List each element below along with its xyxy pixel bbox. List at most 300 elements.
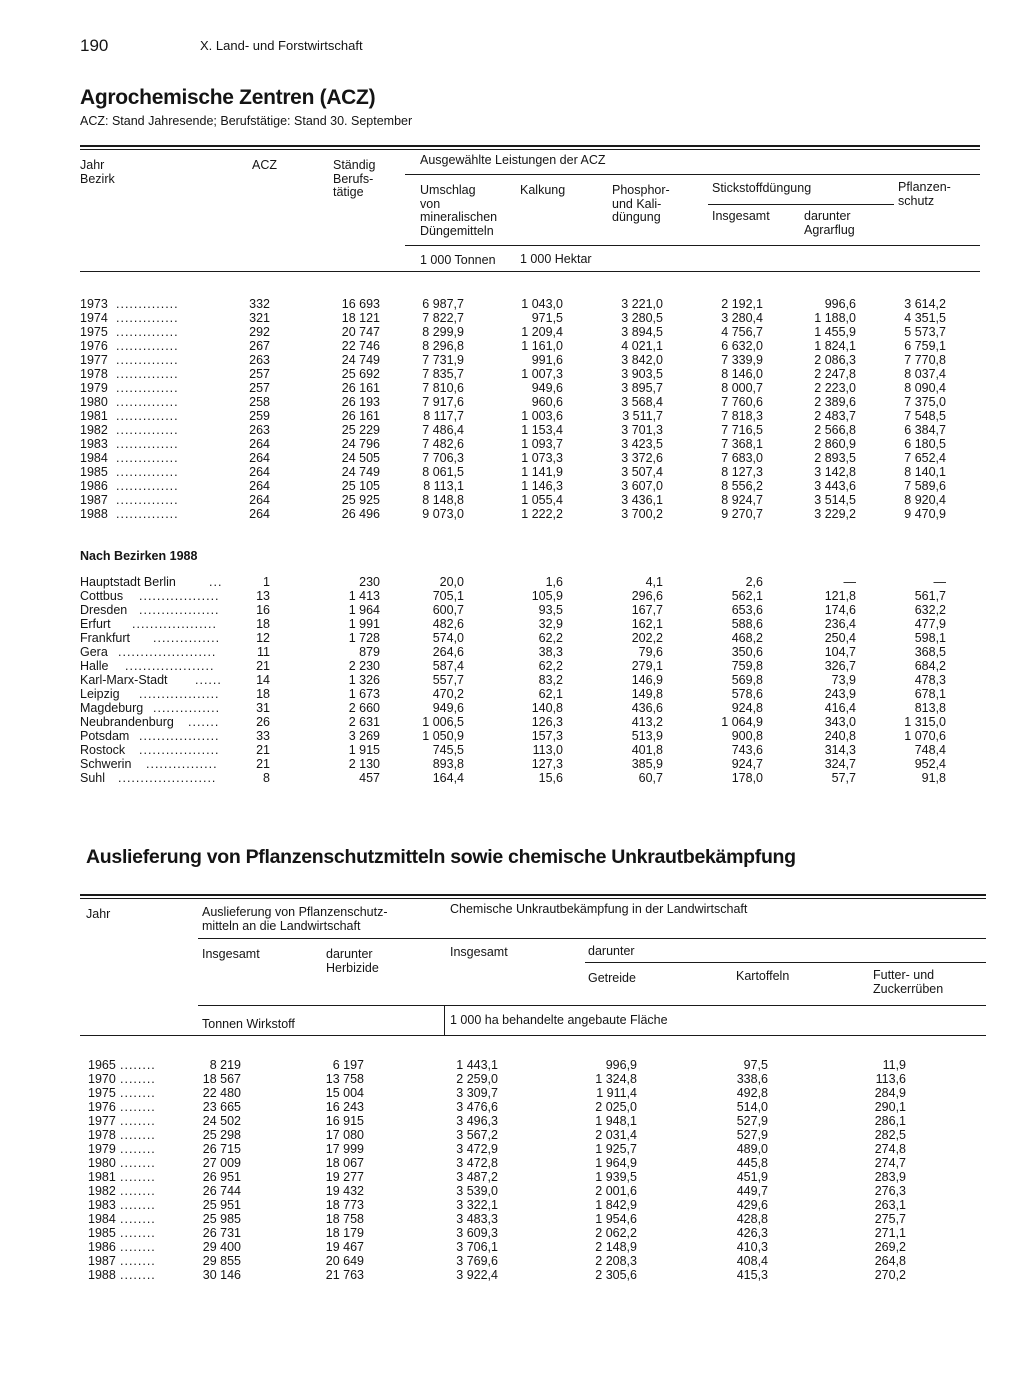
table-cell: 16 243 [325, 1100, 364, 1114]
leader-dots: ........ [120, 1240, 156, 1254]
table-cell: 3 567,2 [456, 1128, 498, 1142]
table-cell: 57,7 [831, 771, 856, 785]
table-cell: 7 818,3 [721, 409, 763, 423]
table-cell: 952,4 [914, 757, 946, 771]
table-cell: 264 [249, 451, 270, 465]
table-cell: 5 573,7 [904, 325, 946, 339]
table-cell: 24 749 [341, 465, 380, 479]
table-cell: 1 006,5 [422, 715, 464, 729]
t2-col-auslieferung: Auslieferung von Pflanzenschutz- mitteln an die Landwirtschaft [202, 905, 388, 933]
table-row [0, 437, 1024, 451]
leader-dots: ........ [120, 1128, 156, 1142]
table-cell: 164,4 [432, 771, 464, 785]
table-cell: 18 121 [341, 311, 380, 325]
row-label: 1984 [80, 451, 108, 465]
table-cell: 25 229 [341, 423, 380, 437]
table-row [0, 395, 1024, 409]
table-cell: 3 487,2 [456, 1170, 498, 1184]
table-cell: 2 208,3 [595, 1254, 637, 1268]
table-cell: 11 [257, 645, 270, 659]
table-cell: 264 [249, 493, 270, 507]
table-cell: 113,0 [532, 743, 563, 757]
table-cell: 62,2 [538, 659, 563, 673]
table-cell: 18 567 [202, 1072, 241, 1086]
table-cell: 429,6 [736, 1198, 768, 1212]
table-cell: 6 632,0 [721, 339, 763, 353]
table-cell: 30 146 [202, 1268, 241, 1282]
table-cell: 2 893,5 [814, 451, 856, 465]
table-cell: 416,4 [824, 701, 856, 715]
table-cell: 1 007,3 [521, 367, 563, 381]
t2-col-insgesamt-a: Insgesamt [202, 947, 260, 961]
table-cell: 167,7 [631, 603, 663, 617]
table-cell: 7 731,9 [422, 353, 464, 367]
table-cell: 478,3 [914, 673, 946, 687]
table-cell: 8 [263, 771, 270, 785]
leader-dots: .............. [116, 367, 179, 381]
leader-dots: .............. [116, 311, 179, 325]
table-cell: 26 715 [202, 1142, 241, 1156]
table-cell: 7 760,6 [721, 395, 763, 409]
table-cell: 3 922,4 [456, 1268, 498, 1282]
table-cell: 8 061,5 [422, 465, 464, 479]
table-cell: 271,1 [874, 1226, 906, 1240]
table-cell: 413,2 [631, 715, 663, 729]
table-cell: 2 660 [348, 701, 380, 715]
table-cell: 8 219 [209, 1058, 241, 1072]
table-cell: 9 073,0 [422, 507, 464, 521]
table-cell: 263,1 [874, 1198, 906, 1212]
table-cell: 257 [249, 367, 270, 381]
table-cell: 513,9 [631, 729, 663, 743]
table-cell: 527,9 [736, 1128, 768, 1142]
leader-dots: .............. [116, 437, 179, 451]
table-row [0, 507, 1024, 521]
table-cell: 16 915 [325, 1114, 364, 1128]
table-cell: 2 223,0 [814, 381, 856, 395]
col-berufstaetige: Ständig Berufs- tätige [333, 158, 376, 199]
table-cell: 62,2 [538, 631, 563, 645]
table-cell: 578,6 [731, 687, 763, 701]
table-cell: 19 277 [325, 1170, 364, 1184]
table-cell: 9 470,9 [904, 507, 946, 521]
table-row [0, 367, 1024, 381]
row-label: 1987 [80, 493, 108, 507]
row-label: 1978 [80, 367, 108, 381]
row-label: 1986 [80, 479, 108, 493]
table-cell: 286,1 [874, 1114, 906, 1128]
table-cell: 18 [256, 687, 270, 701]
table-cell: 489,0 [736, 1142, 768, 1156]
col-phosphor: Phosphor- und Kali- düngung [612, 183, 670, 224]
table-cell: 240,8 [824, 729, 856, 743]
table-cell: 20 747 [341, 325, 380, 339]
table-cell: 20 649 [325, 1254, 364, 1268]
table-cell: 1 455,9 [814, 325, 856, 339]
table-cell: 2 483,7 [814, 409, 856, 423]
table-cell: 3 436,1 [621, 493, 663, 507]
row-label: Dresden [80, 603, 128, 617]
table-cell: 1 188,0 [814, 311, 856, 325]
table-cell: 470,2 [432, 687, 464, 701]
table-cell: 282,5 [874, 1128, 906, 1142]
table-cell: 8 127,3 [721, 465, 763, 479]
table-cell: 16 693 [341, 297, 380, 311]
row-label: 1982 [80, 423, 108, 437]
page-number: 190 [80, 36, 109, 55]
table-cell: 91,8 [921, 771, 946, 785]
table-cell: 632,2 [914, 603, 946, 617]
table1-subtitle: ACZ: Stand Jahresende; Berufstätige: Stand 30. September [80, 114, 413, 128]
table-cell: 2 566,8 [814, 423, 856, 437]
leader-dots: .................. [139, 743, 220, 757]
row-label: 1988 [80, 507, 108, 521]
running-head: X. Land- und Forstwirtschaft [200, 38, 363, 53]
table-cell: 7 917,6 [422, 395, 464, 409]
table-cell: 428,8 [736, 1212, 768, 1226]
table-cell: 7 548,5 [904, 409, 946, 423]
table-cell: 3 700,2 [621, 507, 663, 521]
row-label: 1970 [88, 1072, 116, 1086]
leader-dots: ........ [120, 1212, 156, 1226]
table-cell: 557,7 [432, 673, 464, 687]
table-cell: 2 130 [348, 757, 380, 771]
table-cell: 202,2 [631, 631, 663, 645]
table-cell: 996,9 [605, 1058, 637, 1072]
row-label: 1979 [88, 1142, 116, 1156]
table-row [0, 1058, 1024, 1072]
table-cell: 1 413 [348, 589, 380, 603]
table-cell: 104,7 [824, 645, 856, 659]
leader-dots: .................... [125, 659, 215, 673]
table-cell: 83,2 [538, 673, 563, 687]
table-cell: 6 384,7 [904, 423, 946, 437]
table-cell: 562,1 [731, 589, 763, 603]
leader-dots: .............. [116, 297, 179, 311]
row-label: 1980 [88, 1156, 116, 1170]
table-cell: 1 064,9 [721, 715, 763, 729]
table-row [0, 1142, 1024, 1156]
table-row [0, 325, 1024, 339]
table-cell: 7 652,4 [904, 451, 946, 465]
table-cell: — [843, 575, 856, 589]
table-cell: 9 270,7 [721, 507, 763, 521]
table-row [0, 479, 1024, 493]
table-cell: 1 222,2 [521, 507, 563, 521]
table-cell: 23 665 [202, 1100, 241, 1114]
table-cell: 705,1 [432, 589, 464, 603]
row-label: 1984 [88, 1212, 116, 1226]
leader-dots: ........ [120, 1100, 156, 1114]
table-cell: 284,9 [874, 1086, 906, 1100]
leader-dots: ... [209, 575, 223, 589]
table-cell: 3 511,7 [622, 409, 663, 423]
row-label: Karl-Marx-Stadt [80, 673, 168, 687]
t2-unit-tonnen: Tonnen Wirkstoff [202, 1017, 295, 1031]
table-cell: 1 443,1 [456, 1058, 498, 1072]
table-cell: 324,7 [824, 757, 856, 771]
table-cell: 126,3 [531, 715, 563, 729]
table-cell: 2 062,2 [595, 1226, 637, 1240]
table-cell: 8 924,7 [721, 493, 763, 507]
table-cell: 24 796 [341, 437, 380, 451]
table-cell: 2 086,3 [814, 353, 856, 367]
table-row [0, 575, 1024, 589]
table-cell: 3 701,3 [621, 423, 663, 437]
leader-dots: ........ [120, 1142, 156, 1156]
table-cell: 157,3 [531, 729, 563, 743]
table-cell: 3 895,7 [621, 381, 663, 395]
table-cell: 3 280,5 [621, 311, 663, 325]
table-cell: 274,7 [874, 1156, 906, 1170]
table-row [0, 1072, 1024, 1086]
leader-dots: .................. [139, 603, 220, 617]
table-cell: 3 607,0 [621, 479, 663, 493]
table-row [0, 409, 1024, 423]
table-cell: 332 [249, 297, 270, 311]
table-row [0, 1170, 1024, 1184]
t2-col-chemische: Chemische Unkrautbekämpfung in der Landwirtschaft [450, 902, 748, 916]
leader-dots: ................... [132, 617, 217, 631]
table-cell: 6 987,7 [422, 297, 464, 311]
table-cell: 264,6 [432, 645, 464, 659]
row-label: 1986 [88, 1240, 116, 1254]
table-row [0, 1184, 1024, 1198]
row-label: Hauptstadt Berlin [80, 575, 176, 589]
table-cell: 79,6 [638, 645, 663, 659]
table-cell: 7 835,7 [422, 367, 464, 381]
leader-dots: .............. [116, 381, 179, 395]
table-cell: 27 009 [202, 1156, 241, 1170]
table-cell: 8 000,7 [721, 381, 763, 395]
t2-unit-ha: 1 000 ha behandelte angebaute Fläche [450, 1013, 668, 1027]
table-cell: 2 148,9 [595, 1240, 637, 1254]
section-nach-bezirken: Nach Bezirken 1988 [80, 549, 198, 563]
table-cell: 105,9 [531, 589, 563, 603]
col-pflanzenschutz: Pflanzen- schutz [898, 180, 951, 208]
row-label: 1982 [88, 1184, 116, 1198]
table-cell: 4,1 [645, 575, 663, 589]
table-cell: 18 758 [325, 1212, 364, 1226]
row-label: Erfurt [80, 617, 111, 631]
table-cell: 7 368,1 [721, 437, 763, 451]
table-cell: 292 [249, 325, 270, 339]
table-cell: 73,9 [831, 673, 856, 687]
table-cell: 264 [249, 507, 270, 521]
table-cell: 2 001,6 [595, 1184, 637, 1198]
table-cell: 514,0 [736, 1100, 768, 1114]
leader-dots: .............. [116, 493, 179, 507]
table-row [0, 1128, 1024, 1142]
table-cell: 1 728 [348, 631, 380, 645]
table-row [0, 1254, 1024, 1268]
table-cell: 121,8 [824, 589, 856, 603]
table-cell: 561,7 [914, 589, 946, 603]
leader-dots: .................. [139, 687, 220, 701]
table-cell: 527,9 [736, 1114, 768, 1128]
table-row [0, 1226, 1024, 1240]
leader-dots: ........ [120, 1254, 156, 1268]
table-cell: 3 614,2 [904, 297, 946, 311]
table-cell: 1 911,4 [596, 1086, 637, 1100]
table-cell: 7 822,7 [422, 311, 464, 325]
col-jahr-bezirk: Jahr Bezirk [80, 158, 115, 186]
table-cell: 263 [249, 423, 270, 437]
col-acz: ACZ [252, 158, 277, 172]
table-cell: 3 903,5 [621, 367, 663, 381]
leader-dots: .............. [116, 423, 179, 437]
table-cell: 162,1 [631, 617, 663, 631]
table-row [0, 451, 1024, 465]
table-cell: 3 322,1 [456, 1198, 498, 1212]
table-cell: 13 758 [325, 1072, 364, 1086]
table-cell: 7 589,6 [904, 479, 946, 493]
table-cell: 26 161 [341, 409, 380, 423]
table-row [0, 771, 1024, 785]
col-stickstoff-agrarflug: darunter Agrarflug [804, 209, 855, 237]
table-cell: 492,8 [736, 1086, 768, 1100]
table-row [0, 1114, 1024, 1128]
table-cell: 587,4 [432, 659, 464, 673]
leader-dots: ........ [120, 1226, 156, 1240]
table-row [0, 1156, 1024, 1170]
table-cell: 4 351,5 [904, 311, 946, 325]
row-label: Leipzig [80, 687, 120, 701]
leader-dots: .................. [139, 589, 220, 603]
table-cell: 3 472,8 [456, 1156, 498, 1170]
table-cell: 2 259,0 [456, 1072, 498, 1086]
table-row [0, 659, 1024, 673]
table-cell: 996,6 [824, 297, 856, 311]
leader-dots: .............. [116, 339, 179, 353]
table-cell: 264 [249, 479, 270, 493]
table-cell: 26 161 [341, 381, 380, 395]
row-label: 1973 [80, 297, 108, 311]
table-cell: 924,8 [731, 701, 763, 715]
table-cell: 8 920,4 [904, 493, 946, 507]
table-cell: 600,7 [432, 603, 464, 617]
table-cell: 2 305,6 [595, 1268, 637, 1282]
table-row [0, 715, 1024, 729]
table-cell: 1 003,6 [521, 409, 563, 423]
table-cell: 1 326 [348, 673, 380, 687]
table-cell: 8 299,9 [422, 325, 464, 339]
table-cell: 26 731 [202, 1226, 241, 1240]
table-cell: 2 025,0 [595, 1100, 637, 1114]
table-row [0, 687, 1024, 701]
table-cell: 1 161,0 [521, 339, 563, 353]
table-cell: 296,6 [631, 589, 663, 603]
leader-dots: ...... [195, 673, 222, 687]
table-cell: 338,6 [736, 1072, 768, 1086]
table-cell: 1,6 [545, 575, 563, 589]
leader-dots: .............. [116, 353, 179, 367]
table-cell: 1 055,4 [521, 493, 563, 507]
table-cell: 24 505 [341, 451, 380, 465]
table-cell: 243,9 [824, 687, 856, 701]
table-cell: 15,6 [538, 771, 563, 785]
table-cell: 1 964 [348, 603, 380, 617]
table-row [0, 603, 1024, 617]
table-cell: 368,5 [914, 645, 946, 659]
table-row [0, 381, 1024, 395]
table-cell: 2 230 [348, 659, 380, 673]
table-cell: 20,0 [439, 575, 464, 589]
table-cell: 38,3 [538, 645, 563, 659]
table-cell: 62,1 [538, 687, 563, 701]
leader-dots: .............. [116, 409, 179, 423]
table-cell: 2,6 [745, 575, 763, 589]
table-cell: 3 269 [348, 729, 380, 743]
table-cell: 25 692 [341, 367, 380, 381]
table-cell: 3 514,5 [814, 493, 856, 507]
table-cell: 449,7 [736, 1184, 768, 1198]
table-cell: 468,2 [731, 631, 763, 645]
table-cell: 482,6 [432, 617, 464, 631]
table-cell: 321 [249, 311, 270, 325]
table-cell: 8 117,7 [423, 409, 464, 423]
table-cell: 598,1 [914, 631, 946, 645]
row-label: Gera [80, 645, 108, 659]
table-row [0, 631, 1024, 645]
table-row [0, 1198, 1024, 1212]
table-cell: 759,8 [731, 659, 763, 673]
table-cell: 1 209,4 [521, 325, 563, 339]
table-cell: 569,8 [731, 673, 763, 687]
leader-dots: .............. [116, 395, 179, 409]
table-cell: 264 [249, 437, 270, 451]
table-cell: 1 915 [348, 743, 380, 757]
table-cell: 684,2 [914, 659, 946, 673]
table-cell: 113,6 [875, 1072, 906, 1086]
row-label: 1983 [80, 437, 108, 451]
table-cell: 29 855 [202, 1254, 241, 1268]
row-label: Cottbus [80, 589, 124, 603]
table-cell: 8 090,4 [904, 381, 946, 395]
table-cell: 258 [249, 395, 270, 409]
table-cell: 97,5 [743, 1058, 768, 1072]
table-row [0, 589, 1024, 603]
table-cell: 14 [256, 673, 270, 687]
row-label: 1975 [80, 325, 108, 339]
t2-col-jahr: Jahr [86, 907, 111, 921]
table-cell: 11,9 [882, 1058, 906, 1072]
leader-dots: ................ [146, 757, 218, 771]
row-label: Rostock [80, 743, 126, 757]
table-cell: 2 631 [348, 715, 380, 729]
table-cell: 1 948,1 [595, 1114, 637, 1128]
table-cell: 415,3 [736, 1268, 768, 1282]
table-cell: 451,9 [736, 1170, 768, 1184]
table-cell: 350,6 [731, 645, 763, 659]
table-cell: 26 496 [341, 507, 380, 521]
row-label: 1979 [80, 381, 108, 395]
table-cell: 26 951 [202, 1170, 241, 1184]
table-cell: 745,5 [432, 743, 464, 757]
row-label: Suhl [80, 771, 106, 785]
table-cell: 26 744 [202, 1184, 241, 1198]
table-cell: 17 999 [325, 1142, 364, 1156]
col-kalkung: Kalkung [520, 183, 566, 197]
table-cell: 2 031,4 [595, 1128, 637, 1142]
table-cell: 2 192,1 [721, 297, 763, 311]
unit-tonnen: 1 000 Tonnen [420, 253, 496, 267]
table-cell: 3 539,0 [456, 1184, 498, 1198]
row-label: 1976 [80, 339, 108, 353]
table-cell: 17 080 [325, 1128, 364, 1142]
table-cell: 1 315,0 [904, 715, 946, 729]
table-cell: 8 148,8 [422, 493, 464, 507]
